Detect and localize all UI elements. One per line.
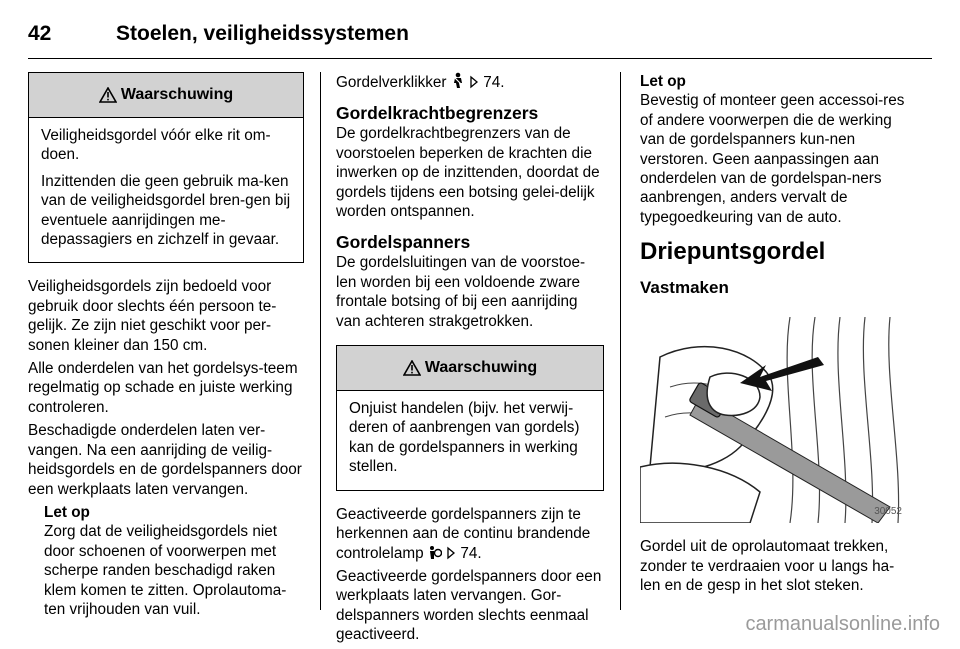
section-heading: Gordelkrachtbegrenzers [336,103,539,124]
warning-triangle-icon [403,360,421,376]
note-text: Zorg dat de veiligheidsgordels niet door schoenen of voorwerpen met scherpe randen beschadigd raken klem komen te zitten. Oprolautoma-ten vrijhouden van vuil. [44,523,287,618]
subsection-heading: Vastmaken [640,278,729,298]
illustration-number: 30052 [874,505,902,517]
seatbelt-reminder-text: Gordelverklikker [336,74,447,91]
section-heading-large: Driepuntsgordel [640,238,826,266]
warning-body [29,118,303,262]
note-block-2 [640,72,908,227]
column-3 [640,72,908,599]
note-label: Let op [640,73,686,90]
warning-paragraph: Inzittenden die geen gebruik ma-ken van de veiligheidsgordel bren-gen bij eventuele aanrijdingen me-depassagiers en zichzelf in gevaar. [41,172,291,249]
warning-title: Waarschuwing [120,86,234,104]
page-ref-arrow-icon [446,546,456,560]
column-divider [620,72,621,610]
warning-title: Waarschuwing [424,359,538,377]
body-paragraph: Beschadigde onderdelen laten ver-vangen. Na een aanrijding de veilig-heidsgordels en de gordelspanners door een werkplaats laten vervangen. [28,422,302,498]
warning-paragraph: Veiligheidsgordel vóór elke rit om-doen. [41,127,271,164]
warning-header [337,346,603,391]
page-reference: 74. [460,544,482,562]
warning-box-2 [336,345,604,491]
page-number: 42 [28,22,52,45]
airbag-lamp-line [336,505,604,563]
body-paragraph: Geactiveerde gordelspanners door een werkplaats laten vervangen. Gor-delspanners worden slechts eenmaal geactiveerd. [336,567,602,644]
seatbelt-drawing [640,317,908,523]
seatbelt-reminder-icon [451,72,465,89]
section-heading: Gordelspanners [336,232,471,253]
body-paragraph: Alle onderdelen van het gordelsys-teem regelmatig op schade en juiste werking controleren. [28,360,298,416]
page-ref-arrow-icon [469,75,479,89]
airbag-lamp-icon [428,545,442,560]
note-label: Let op [44,503,90,521]
warning-body [337,391,603,490]
section-text: De gordelsluitingen van de voorstoe-len worden bij een voldoende zware frontale botsing of bij een aanrijding van achteren strakgetrokken. [336,254,586,330]
page-title: Stoelen, veiligheidssystemen [116,22,409,45]
column-divider [320,72,321,610]
warning-paragraph: Onjuist handelen (bijv. het verwij-deren of aanbrengen van gordels) kan de gordelspanners in werking stellen. [349,400,580,476]
airbag-lamp-text: Geactiveerde gordelspanners zijn te herkennen aan de continu brandende controlelamp [336,505,591,562]
warning-box-1 [28,72,304,263]
header-rule [28,58,932,59]
caption-text: Gordel uit de oprolautomaat trekken, zonder te verdraaien voor u langs ha-len en de gesp in het slot steken. [640,538,895,595]
page-reference: 74. [483,74,505,91]
note-block-1 [44,503,304,619]
column-2 [336,72,604,649]
column-1 [28,72,304,619]
seatbelt-illustration [640,317,908,523]
warning-header [29,73,303,118]
watermark: carmanualsonline.info [745,613,940,635]
warning-triangle-icon [99,87,117,103]
seatbelt-reminder-line [336,72,604,92]
body-paragraph: Veiligheidsgordels zijn bedoeld voor gebruik door slechts één persoon te-gelijk. Ze zijn niet geschikt voor per-sonen kleiner dan 150 cm. [28,278,277,354]
note-text: Bevestig of monteer geen accessoi-res of andere voorwerpen die de werking van de gordelspanners kun-nen verstoren. Geen aanpassingen aan onderdelen van de gordelspan-ners aanbrengen, anders vervalt de typegoedkeuring van de auto. [640,92,905,226]
section-text: De gordelkrachtbegrenzers van de voorstoelen beperken de krachten die inwerken op de inzittenden, doordat de gordels tijdens een botsing gelei-delijk worden ontspannen. [336,125,600,221]
